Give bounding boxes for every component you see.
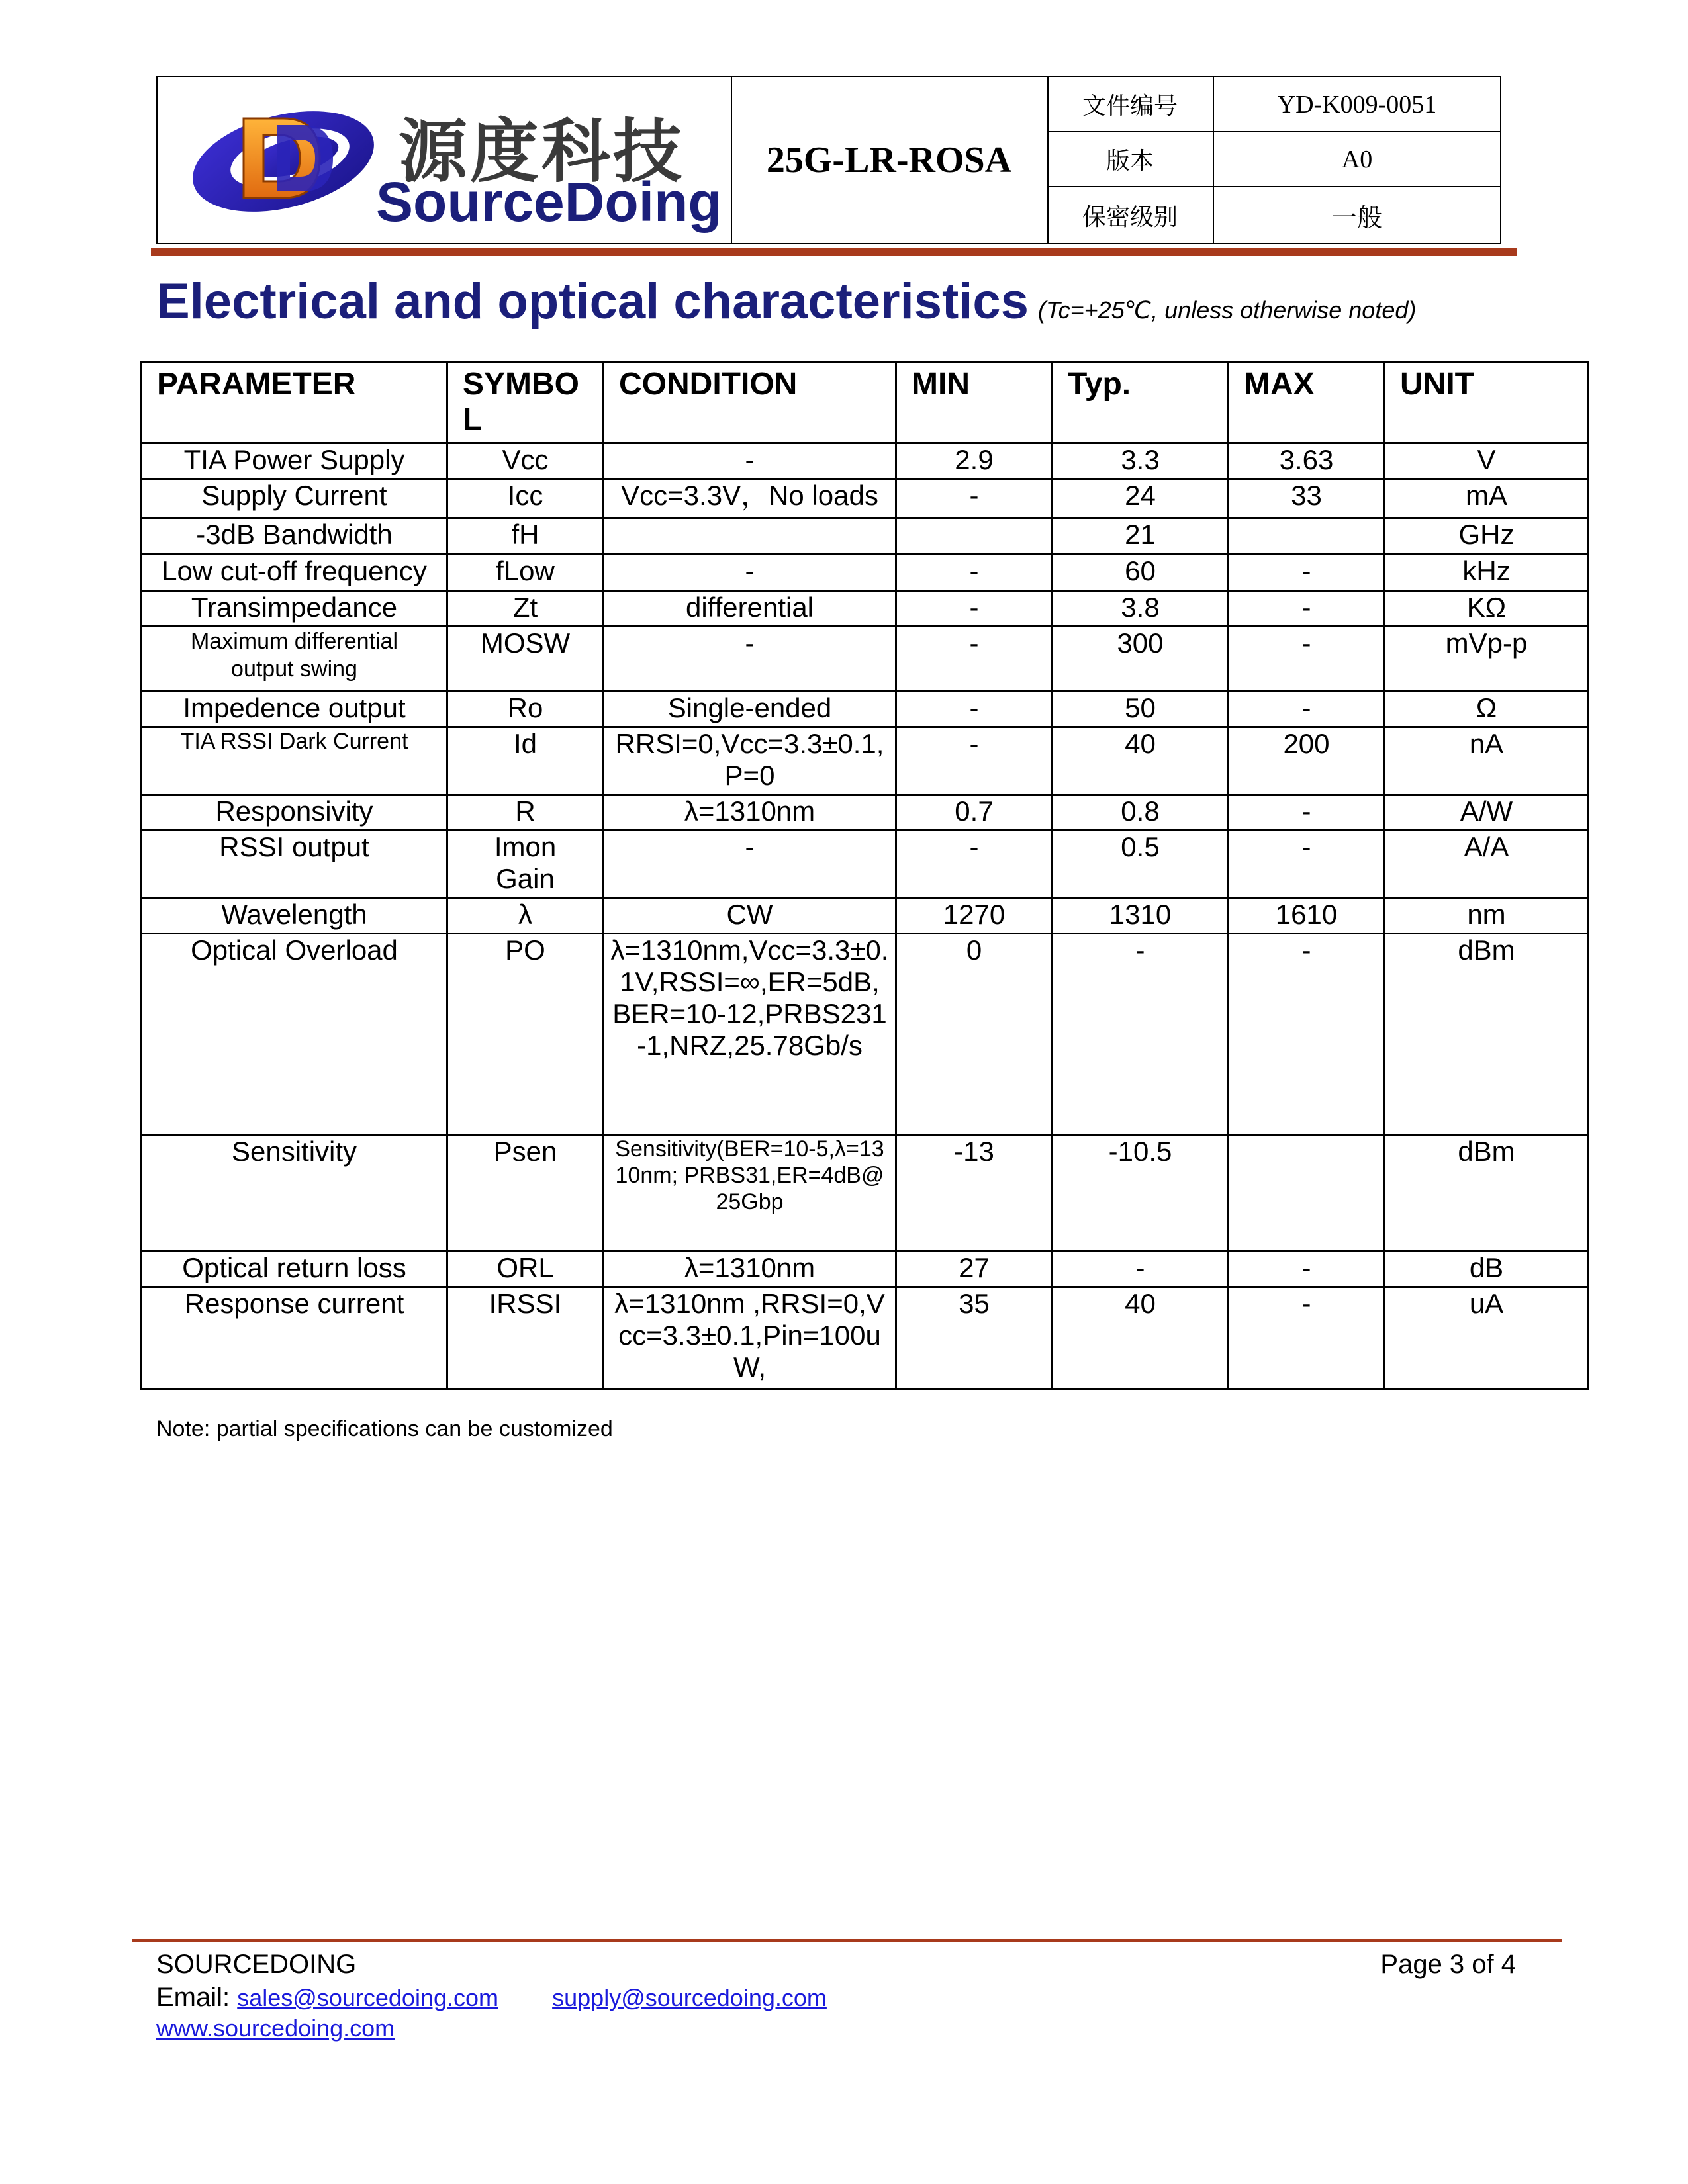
cell-symbol: Ro (447, 692, 604, 727)
cell-min: - (896, 555, 1053, 591)
cell-max: - (1229, 627, 1385, 692)
cell-min: 35 (896, 1287, 1053, 1389)
col-header-min: MIN (896, 362, 1053, 443)
col-header-symbol: SYMBOL (447, 362, 604, 443)
cell-min: - (896, 727, 1053, 795)
meta-value: A0 (1341, 145, 1373, 173)
table-row (142, 1287, 1589, 1389)
header-divider (151, 248, 1517, 256)
cell-max: - (1229, 795, 1385, 831)
col-header-parameter: PARAMETER (142, 362, 447, 443)
cell-min: 27 (896, 1251, 1053, 1287)
cell-max: - (1229, 831, 1385, 898)
table-row (142, 1135, 1589, 1251)
cell-min: 2.9 (896, 443, 1053, 479)
cell-symbol: R (447, 795, 604, 831)
cell-condition: λ=1310nm ,RRSI=0,Vcc=3.3±0.1,Pin=100uW, (604, 1287, 896, 1389)
table-header-row (142, 362, 1589, 443)
cell-typ: 1310 (1053, 898, 1229, 934)
cell-typ: 0.5 (1053, 831, 1229, 898)
cell-condition: CW (604, 898, 896, 934)
cell-unit: uA (1385, 1287, 1589, 1389)
cell-parameter: Supply Current (142, 479, 447, 518)
email-label: Email: (156, 1983, 230, 2012)
cell-typ: 40 (1053, 1287, 1229, 1389)
cell-unit: A/W (1385, 795, 1589, 831)
cell-unit: nm (1385, 898, 1589, 934)
cell-max: 200 (1229, 727, 1385, 795)
col-header-unit: UNIT (1385, 362, 1589, 443)
table-row (142, 934, 1589, 1135)
cell-typ: - (1053, 1251, 1229, 1287)
cell-unit: GHz (1385, 518, 1589, 555)
meta-row-doc-number (1047, 77, 1500, 132)
meta-value: 一般 (1331, 204, 1382, 232)
table-row (142, 1251, 1589, 1287)
cell-max (1229, 518, 1385, 555)
cell-typ: 3.3 (1053, 443, 1229, 479)
cell-max: 3.63 (1229, 443, 1385, 479)
cell-max: - (1229, 1251, 1385, 1287)
footer-divider (132, 1939, 1562, 1942)
cell-symbol: λ (447, 898, 604, 934)
cell-max: 33 (1229, 479, 1385, 518)
cell-min: - (896, 627, 1053, 692)
table-row (142, 795, 1589, 831)
specification-note: Note: partial specifications can be customized (156, 1416, 613, 1441)
cell-typ: 0.8 (1053, 795, 1229, 831)
cell-condition: Vcc=3.3V，No loads (604, 479, 896, 518)
cell-parameter: Maximum differential output swing (142, 627, 447, 692)
cell-condition: λ=1310nm (604, 795, 896, 831)
cell-parameter: Responsivity (142, 795, 447, 831)
company-logo (158, 77, 732, 243)
cell-parameter: Wavelength (142, 898, 447, 934)
cell-parameter: Impedence output (142, 692, 447, 727)
meta-value: YD-K009-0051 (1277, 90, 1437, 118)
document-header (156, 76, 1501, 244)
cell-max: - (1229, 1287, 1385, 1389)
cell-typ: - (1053, 934, 1229, 1135)
section-title (156, 273, 1416, 330)
cell-symbol: IRSSI (447, 1287, 604, 1389)
cell-symbol: MOSW (447, 627, 604, 692)
table-row (142, 479, 1589, 518)
cell-unit: dBm (1385, 934, 1589, 1135)
table-row (142, 692, 1589, 727)
table-row (142, 898, 1589, 934)
cell-min: 1270 (896, 898, 1053, 934)
cell-parameter: TIA Power Supply (142, 443, 447, 479)
cell-symbol: fH (447, 518, 604, 555)
cell-unit: KΩ (1385, 591, 1589, 627)
cell-unit: mA (1385, 479, 1589, 518)
cell-condition: - (604, 555, 896, 591)
product-name: 25G-LR-ROSA (731, 77, 1049, 243)
cell-condition: - (604, 831, 896, 898)
cell-typ: 21 (1053, 518, 1229, 555)
footer-website (156, 2015, 395, 2042)
cell-condition: - (604, 627, 896, 692)
cell-condition: λ=1310nm (604, 1251, 896, 1287)
cell-unit: V (1385, 443, 1589, 479)
cell-parameter: Low cut-off frequency (142, 555, 447, 591)
cell-min (896, 518, 1053, 555)
cell-symbol: Id (447, 727, 604, 795)
cell-symbol: Zt (447, 591, 604, 627)
cell-parameter: Response current (142, 1287, 447, 1389)
cell-parameter: TIA RSSI Dark Current (142, 727, 447, 795)
footer-company: SOURCEDOING (156, 1950, 357, 1979)
cell-max (1229, 1135, 1385, 1251)
cell-min: - (896, 479, 1053, 518)
characteristics-table (140, 361, 1589, 1390)
section-title-main: Electrical and optical characteristics (156, 273, 1029, 330)
cell-max: - (1229, 934, 1385, 1135)
col-header-typ: Typ. (1053, 362, 1229, 443)
cell-min: - (896, 591, 1053, 627)
cell-symbol: fLow (447, 555, 604, 591)
page-number: Page 3 of 4 (1380, 1950, 1516, 1979)
col-header-condition: CONDITION (604, 362, 896, 443)
cell-condition: - (604, 443, 896, 479)
cell-condition: λ=1310nm,Vcc=3.3±0.1V,RSSI=∞,ER=5dB, BER=10-12,PRBS231-1,NRZ,25.78Gb/s (604, 934, 896, 1135)
cell-max: - (1229, 591, 1385, 627)
table-row (142, 591, 1589, 627)
meta-row-version (1047, 132, 1500, 187)
cell-max: 1610 (1229, 898, 1385, 934)
cell-unit: nA (1385, 727, 1589, 795)
cell-max: - (1229, 555, 1385, 591)
table-row (142, 727, 1589, 795)
cell-typ: -10.5 (1053, 1135, 1229, 1251)
section-title-note: (Tc=+25℃, unless otherwise noted) (1037, 296, 1417, 324)
sourcedoing-logo-icon (184, 92, 383, 224)
table-row (142, 443, 1589, 479)
cell-typ: 50 (1053, 692, 1229, 727)
cell-typ: 40 (1053, 727, 1229, 795)
cell-symbol: Psen (447, 1135, 604, 1251)
cell-unit: kHz (1385, 555, 1589, 591)
cell-symbol: ORL (447, 1251, 604, 1287)
cell-typ: 3.8 (1053, 591, 1229, 627)
meta-key: 版本 (1047, 132, 1214, 186)
table-row (142, 555, 1589, 591)
cell-symbol: Vcc (447, 443, 604, 479)
cell-unit: dBm (1385, 1135, 1589, 1251)
sales-email-link[interactable]: sales@sourcedoing.com (237, 1984, 498, 2011)
cell-condition: Sensitivity(BER=10-5,λ=1310nm; PRBS31,ER=4dB@25Gbp (604, 1135, 896, 1251)
cell-unit: A/A (1385, 831, 1589, 898)
cell-max: - (1229, 692, 1385, 727)
logo-english-name: SourceDoing (376, 171, 722, 233)
cell-symbol: PO (447, 934, 604, 1135)
document-meta-table (1047, 77, 1500, 243)
cell-symbol: Icc (447, 479, 604, 518)
cell-parameter: Transimpedance (142, 591, 447, 627)
meta-key: 保密级别 (1047, 187, 1214, 243)
footer-email (156, 1983, 827, 2013)
cell-min: 0.7 (896, 795, 1053, 831)
cell-typ: 300 (1053, 627, 1229, 692)
cell-parameter: Sensitivity (142, 1135, 447, 1251)
table-row (142, 518, 1589, 555)
cell-typ: 60 (1053, 555, 1229, 591)
cell-unit: Ω (1385, 692, 1589, 727)
cell-min: - (896, 692, 1053, 727)
cell-unit: mVp-p (1385, 627, 1589, 692)
supply-email-link[interactable]: supply@sourcedoing.com (552, 1984, 827, 2011)
website-link[interactable]: www.sourcedoing.com (156, 2015, 395, 2042)
logo-chinese-name: 源度科技 (399, 111, 685, 192)
col-header-max: MAX (1229, 362, 1385, 443)
table-row (142, 627, 1589, 692)
cell-parameter: Optical Overload (142, 934, 447, 1135)
cell-parameter: RSSI output (142, 831, 447, 898)
cell-condition: differential (604, 591, 896, 627)
cell-condition: RRSI=0,Vcc=3.3±0.1,P=0 (604, 727, 896, 795)
cell-unit: dB (1385, 1251, 1589, 1287)
cell-condition: Single-ended (604, 692, 896, 727)
meta-key: 文件编号 (1047, 77, 1214, 131)
cell-typ: 24 (1053, 479, 1229, 518)
meta-row-confidentiality (1047, 187, 1500, 243)
table-row (142, 831, 1589, 898)
cell-symbol: Imon Gain (447, 831, 604, 898)
cell-min: - (896, 831, 1053, 898)
cell-condition (604, 518, 896, 555)
cell-parameter: Optical return loss (142, 1251, 447, 1287)
cell-min: -13 (896, 1135, 1053, 1251)
cell-parameter: -3dB Bandwidth (142, 518, 447, 555)
cell-min: 0 (896, 934, 1053, 1135)
